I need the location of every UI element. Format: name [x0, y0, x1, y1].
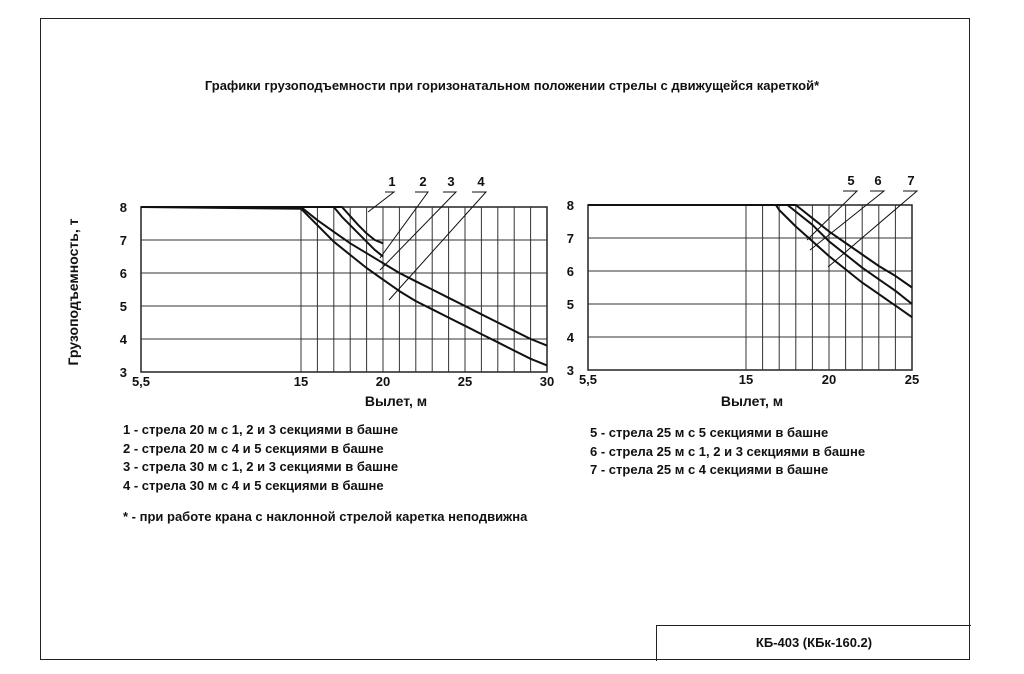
leader-line-1 — [368, 192, 394, 212]
y-tick-label: 3 — [119, 365, 127, 380]
leader-line-2 — [380, 192, 428, 258]
x-tick-label: 25 — [904, 372, 920, 387]
curve-label-4: 4 — [477, 174, 485, 189]
legend-entry-6: 6 - стрела 25 м с 1, 2 и 3 секциями в башне — [590, 443, 866, 459]
curve-label-5: 5 — [847, 173, 855, 188]
x-tick-label: 5,5 — [131, 374, 151, 389]
legend-right — [590, 424, 865, 480]
legend-entry-4: 4 - стрела 30 м с 4 и 5 секциями в башне — [123, 477, 384, 493]
x-tick-label: 30 — [539, 374, 555, 389]
curve-2 — [141, 207, 383, 257]
y-tick-label: 7 — [566, 231, 574, 246]
x-tick-label: 5,5 — [578, 372, 598, 387]
x-tick-label: 20 — [821, 372, 837, 387]
title-block — [656, 625, 971, 661]
leader-line-3 — [380, 192, 456, 270]
curve-label-7: 7 — [907, 173, 915, 188]
curve-7 — [588, 205, 912, 317]
y-tick-label: 8 — [119, 200, 127, 215]
page-title: Графики грузоподъемности при горизонатальном положении стрелы с движущейся кареткой* — [204, 78, 820, 93]
legend-entry-5: 5 - стрела 25 м с 5 секциями в башне — [590, 425, 829, 440]
footnote: * - при работе крана с наклонной стрелой каретка неподвижна — [123, 509, 528, 524]
curve-label-6: 6 — [874, 173, 882, 188]
leader-line-7 — [828, 191, 917, 267]
legend-entry-3: 3 - стрела 30 м с 1, 2 и 3 секциями в башне — [123, 459, 399, 474]
x-axis-label: Вылет, м — [720, 393, 784, 409]
y-tick-label: 6 — [566, 264, 574, 279]
x-tick-label: 15 — [293, 374, 309, 389]
curve-label-3: 3 — [447, 174, 455, 189]
curve-label-1: 1 — [388, 174, 396, 189]
legend-entry-2: 2 - стрела 20 м с 4 и 5 секциями в башне — [123, 440, 384, 456]
plot-border-1 — [588, 205, 912, 370]
x-axis-label: Вылет, м — [364, 393, 428, 409]
y-tick-label: 4 — [119, 332, 127, 347]
x-tick-label: 20 — [375, 374, 391, 389]
x-tick-label: 15 — [738, 372, 754, 387]
curve-3 — [141, 207, 547, 346]
plot-border-0 — [141, 207, 547, 372]
y-tick-label: 7 — [119, 233, 127, 248]
y-tick-label: 8 — [566, 198, 574, 213]
stamp-label: КБ-403 (КБк-160.2) — [755, 635, 873, 650]
x-tick-label: 25 — [457, 374, 473, 389]
y-tick-label: 5 — [119, 299, 127, 314]
leader-line-6 — [810, 191, 884, 250]
y-axis-label: Грузоподъемность, т — [65, 218, 81, 366]
y-tick-label: 3 — [566, 363, 574, 378]
legend-left — [123, 421, 398, 495]
curve-4 — [141, 207, 547, 365]
y-tick-label: 6 — [119, 266, 127, 281]
y-tick-label: 5 — [566, 297, 574, 312]
legend-entry-1: 1 - стрела 20 м с 1, 2 и 3 секциями в башне — [123, 422, 399, 437]
curve-label-2: 2 — [419, 174, 427, 189]
y-tick-label: 4 — [566, 330, 574, 345]
curve-1 — [141, 207, 383, 243]
legend-entry-7: 7 - стрела 25 м с 4 секциями в башне — [590, 462, 829, 477]
curve-5 — [588, 205, 912, 288]
